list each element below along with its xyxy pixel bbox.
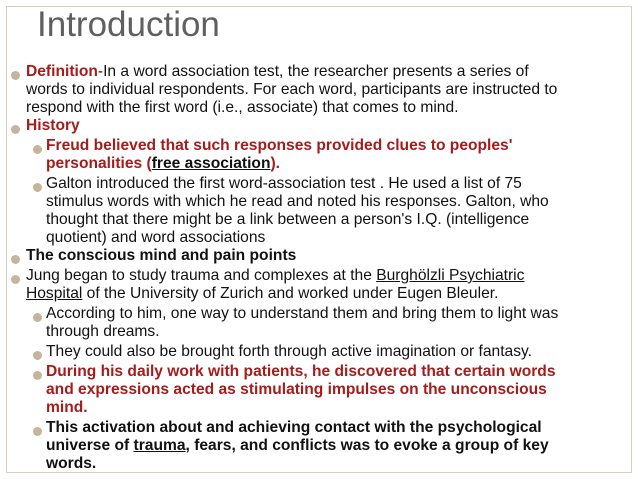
jung-line-1	[26, 267, 524, 285]
definition-term: Definition	[26, 63, 98, 80]
jung-line-2	[26, 285, 498, 303]
galton-line-1: Galton introduced the first word-association test . He used a list of 75	[46, 175, 522, 192]
jung-sub3-line-2: and expressions acted as stimulating impulses on the unconscious	[46, 381, 547, 398]
bullet-icon	[33, 371, 42, 380]
jung-sub1-line-2: through dreams.	[46, 323, 160, 340]
freud-line-2	[46, 155, 280, 173]
jung-sub4-line-2-pre: universe of	[46, 437, 134, 454]
jung-line-1-pre: Jung began to study trauma and complexes at the	[26, 267, 377, 284]
jung-sub3-line-1: During his daily work with patients, he discovered that certain words	[46, 363, 556, 380]
galton-line-3: thought that there might be a link between a person's I.Q. (intelligence	[46, 211, 530, 228]
history-heading: History	[26, 117, 80, 134]
slide-title: Introduction	[37, 5, 220, 44]
freud-line-1: Freud believed that such responses provided clues to peoples'	[46, 137, 513, 154]
freud-line-2-post: ).	[270, 155, 281, 172]
bullet-icon	[33, 313, 42, 322]
jung-line-2-post: of the University of Zurich and worked under Eugen Bleuler.	[82, 285, 499, 302]
galton-line-2: stimulus words with which he read and noted his responses. Galton, who	[46, 193, 549, 210]
bullet-icon	[33, 145, 42, 154]
definition-line-2: words to individual respondents. For each word, participants are instructed to	[26, 81, 558, 98]
hospital-link[interactable]: Hospital	[26, 285, 83, 302]
bullet-icon	[11, 125, 20, 134]
bullet-icon	[33, 351, 42, 360]
free-association-link[interactable]: free association	[151, 155, 271, 172]
definition-line-3: respond with the first word (i.e., associate) that comes to mind.	[26, 99, 459, 116]
jung-sub4-line-1: This activation about and achieving contact with the psychological	[46, 419, 542, 436]
bullet-icon	[33, 427, 42, 436]
bullet-icon	[11, 255, 20, 264]
jung-sub2: They could also be brought forth through active imagination or fantasy.	[46, 343, 533, 360]
burgholzli-link[interactable]: Burghölzli Psychiatric	[376, 267, 525, 284]
definition-line-1	[26, 63, 529, 81]
jung-sub1-line-1: According to him, one way to understand them and bring them to light was	[46, 305, 559, 322]
jung-sub4-line-3: words.	[46, 455, 97, 472]
bullet-icon	[11, 275, 20, 284]
freud-line-2-pre: personalities (	[46, 155, 152, 172]
galton-line-4: quotient) and word associations	[46, 229, 266, 246]
conscious-heading: The conscious mind and pain points	[26, 247, 297, 264]
bullet-icon	[11, 71, 20, 80]
jung-sub4-line-2	[46, 437, 549, 455]
bullet-icon	[33, 183, 42, 192]
jung-sub3-line-3: mind.	[46, 399, 88, 416]
definition-text: -In a word association test, the researcher presents a series of	[97, 63, 529, 80]
jung-sub4-line-2-post: , fears, and conflicts was to evoke a group of key	[185, 437, 549, 454]
trauma-link[interactable]: trauma	[133, 437, 186, 454]
